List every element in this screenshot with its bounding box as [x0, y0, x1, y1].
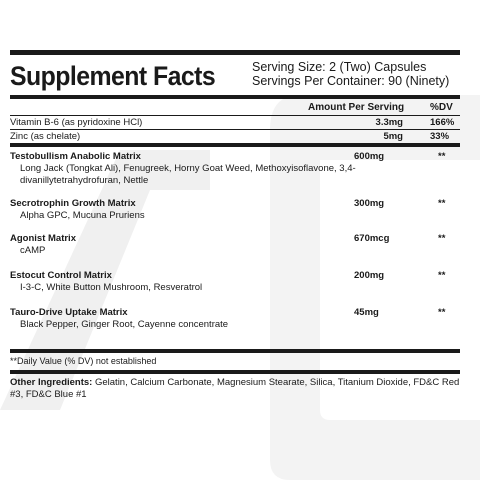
matrix-ingredients: I-3-C, White Button Mushroom, Resveratrol — [20, 282, 203, 293]
nutrient-dv: 166% — [430, 117, 455, 128]
servings-per-container: Servings Per Container: 90 (Ninety) — [252, 74, 450, 88]
other-ingredients-list: Gelatin, Calcium Carbonate, Magnesium Stearate, Silica, Titanium Dioxide, FD&C Red #3, FD&C Blue #1 — [10, 377, 460, 400]
matrix-amount: 600mg — [354, 151, 385, 162]
matrix-ingredients: Long Jack (Tongkat Ali), Fenugreek, Horny Goat Weed, Methoxyisoflavone, 3,4-divanillytetrahydrofuran, Nettle — [20, 163, 356, 186]
nutrient-dv: 33% — [430, 131, 450, 142]
vitamin-row — [10, 116, 460, 129]
matrix-dv: ** — [438, 307, 446, 318]
serving-info — [252, 60, 449, 88]
nutrient-amount: 3.3mg — [375, 117, 403, 128]
matrix-block — [10, 233, 460, 270]
column-headers — [10, 99, 460, 115]
serving-size: Serving Size: 2 (Two) Capsules — [252, 60, 427, 74]
matrix-ingredients: Alpha GPC, Mucuna Pruriens — [20, 210, 145, 221]
supplement-facts-panel — [10, 50, 460, 401]
matrix-name: Agonist Matrix — [10, 233, 76, 244]
matrix-block — [10, 198, 460, 233]
matrix-amount: 45mg — [354, 307, 379, 318]
matrix-block — [10, 270, 460, 307]
matrix-dv: ** — [438, 198, 446, 209]
matrix-name: Tauro-Drive Uptake Matrix — [10, 307, 128, 318]
other-ingredients-label: Other Ingredients: — [10, 377, 93, 388]
matrix-dv: ** — [438, 233, 446, 244]
label-header — [10, 55, 460, 95]
dv-footnote: **Daily Value (% DV) not established — [10, 356, 157, 366]
matrix-name: Estocut Control Matrix — [10, 270, 112, 281]
amount-column-header: Amount Per Serving — [308, 102, 405, 113]
matrix-amount: 300mg — [354, 198, 385, 209]
nutrient-name: Vitamin B-6 (as pyridoxine HCl) — [10, 117, 143, 128]
nutrient-name: Zinc (as chelate) — [10, 131, 81, 142]
dv-column-header: %DV — [430, 102, 453, 113]
matrix-block — [10, 151, 460, 198]
matrix-amount: 200mg — [354, 270, 385, 281]
vitamin-row — [10, 130, 460, 143]
matrix-name: Secrotrophin Growth Matrix — [10, 198, 136, 209]
matrix-amount: 670mcg — [354, 233, 390, 244]
matrix-block — [10, 307, 460, 349]
matrix-dv: ** — [438, 151, 446, 162]
label-title: Supplement Facts — [10, 61, 216, 91]
other-ingredients — [10, 374, 460, 401]
matrix-ingredients: cAMP — [20, 245, 46, 256]
matrix-dv: ** — [438, 270, 446, 281]
matrix-ingredients: Black Pepper, Ginger Root, Cayenne concentrate — [20, 319, 229, 330]
matrix-name: Testobullism Anabolic Matrix — [10, 151, 141, 162]
nutrient-amount: 5mg — [383, 131, 403, 142]
